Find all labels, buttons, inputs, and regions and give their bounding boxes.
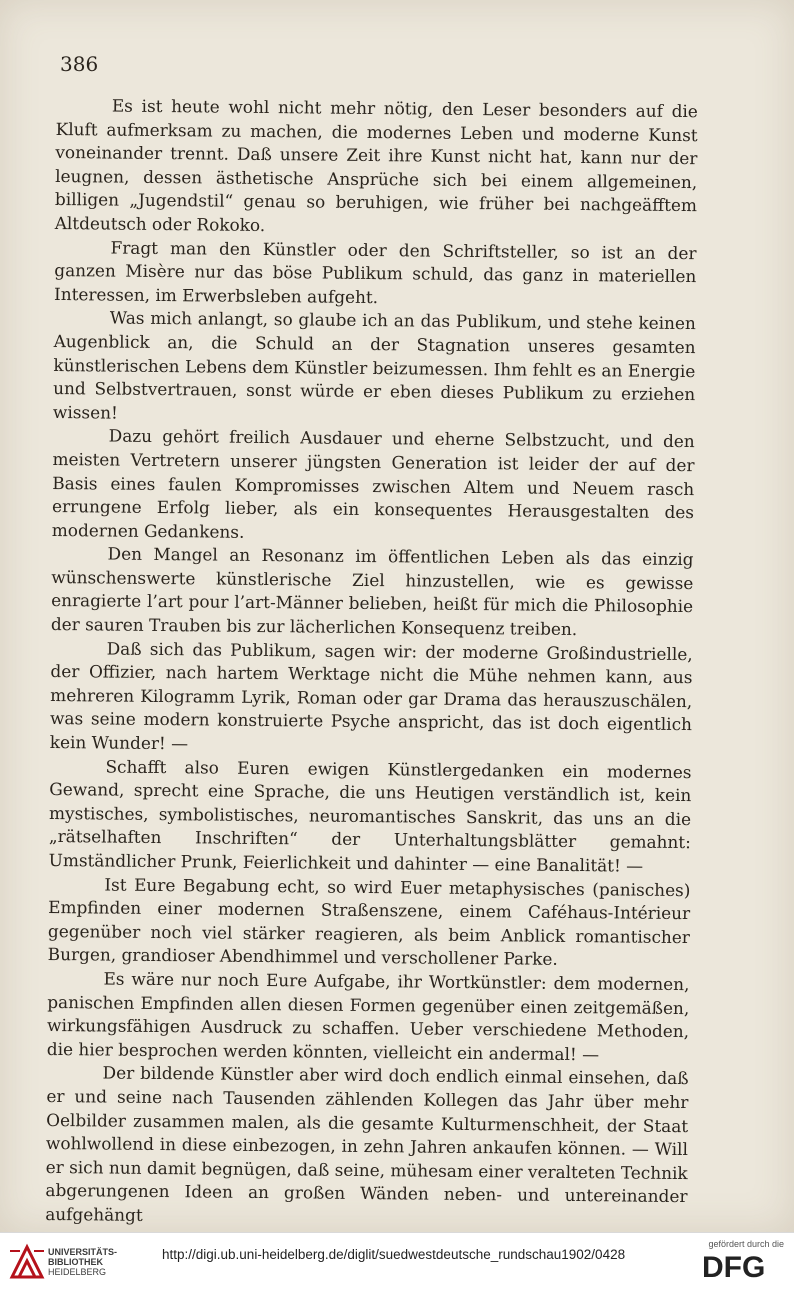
funder-block: [702, 1239, 784, 1281]
paragraph: Es wäre nur noch Eure Aufgabe, ihr Wortkünstler: dem modernen, panischen Empfinden allen diesen Formen gegenüber einen zeitgemäßen, wirkungsfähigen Ausdruck zu schaffen. Ueber verschiedene Methoden, die hier besprochen werden könnten, vielleicht ein andermal! —: [46, 968, 690, 1065]
viewer-footer: [0, 1232, 794, 1290]
paragraph: Schafft also Euren ewigen Künstlergedanken ein modernes Gewand, sprecht eine Sprache, die uns Heutigen verständlich ist, kein mystisches, symbolistisches, neuromantisches Sanskrit, das uns an die „rätselhaften Inschriften“ der Unterhaltungsblätter gemahnt: Umständlicher Prunk, Feierlichkeit und dahinter — eine Banalität! —: [48, 756, 692, 876]
svg-text:DFG: DFG: [702, 1251, 766, 1281]
paragraph: Daß sich das Publikum, sagen wir: der moderne Großindustrielle, der Offizier, nach hartem Werktage nicht die Mühe nehmen kann, aus mehreren Kilogramm Lyrik, Roman oder gar Drama das herauszuschälen, was seine modern konstruierte Psyche anspricht, das ist doch eigentlich kein Wunder! —: [49, 638, 693, 754]
permalink[interactable]: http://digi.ub.uni-heidelberg.de/diglit/suedwestdeutsche_rundschau1902/0428: [162, 1247, 626, 1262]
paragraph: Der bildende Künstler aber wird doch endlich einmal einsehen, daß er und seine nach Tausenden zählenden Kollegen das Jahr über mehr Oelbilder zusammen malen, als die gesamte Kulturmenschheit, der Staat wohlwollend in diese einbezogen, in zehn Jahren ankaufen können. — Will er sich nun damit begnügen, daß seine, mühesam einer veralteten Technik abgerungenen Ideen an großen Wänden neben- und untereinander aufgehängt: [45, 1062, 689, 1225]
institution-name: UNIVERSITÄTS- BIBLIOTHEK HEIDELBERG: [48, 1247, 118, 1277]
page-number: 386: [60, 52, 99, 76]
funded-by-label: gefördert durch die: [708, 1239, 784, 1249]
paragraph: Den Mangel an Resonanz im öffentlichen Leben als das einzig wünschenswerte künstlerische Ziel hinzustellen, wie es gewisse enragierte l’art pour l’art-Männer belieben, heißt für mich die Philosophie der sauren Trauben bis zur lächerlichen Konsequenz treiben.: [50, 543, 694, 640]
paragraph: Es ist heute wohl nicht mehr nötig, den Leser besonders auf die Kluft aufmerksam zu machen, die modernes Leben und moderne Kunst voneinander trennt. Daß unsere Zeit ihre Kunst nicht hat, kann nur der leugnen, dessen ästhetische Ansprüche sich bei einem allgemeinen, billigen „Jugendstil“ genau so beruhigen, wie früher bei nachgeäfftem Altdeutsch oder Rokoko.: [54, 95, 698, 235]
paragraph: Was mich anlangt, so glaube ich an das Publikum, und stehe keinen Augenblick an, die Schuld an der Stagnation unseres gesamten künstlerischen Lebens dem Künstler beizumessen. Ihm fehlt es an Energie und Selbstvertrauen, sonst würde er eben dieses Publikum zu erziehen wissen!: [52, 307, 696, 423]
dfg-logo-icon: [702, 1251, 784, 1281]
paragraph: Fragt man den Künstler oder den Schriftsteller, so ist an der ganzen Misère nur das böse Publikum schuld, das ganz in materiellen Interessen, im Erwerbsleben aufgeht.: [53, 237, 697, 307]
body-text: [45, 94, 698, 1233]
paragraph: Ist Eure Begabung echt, so wird Euer metaphysisches (panisches) Empfinden einer modernen Straßenszene, einem Caféhaus-Intérieur gegenüber noch viel stärker reagieren, als beim Anblick romantischer Burgen, grandioser Abendhimmel und verschollener Parke.: [47, 874, 691, 970]
university-seal-icon: [8, 1241, 46, 1281]
paragraph: Dazu gehört freilich Ausdauer und eherne Selbstzucht, und den meisten Vertretern unserer jüngsten Generation ist leider der auf der Basis eines faulen Kompromisses zwischen Altem und Neuem rasch errungene Erfolg lieber, als ein konsequentes Herausgestalten des modernen Gedankens.: [51, 425, 695, 542]
